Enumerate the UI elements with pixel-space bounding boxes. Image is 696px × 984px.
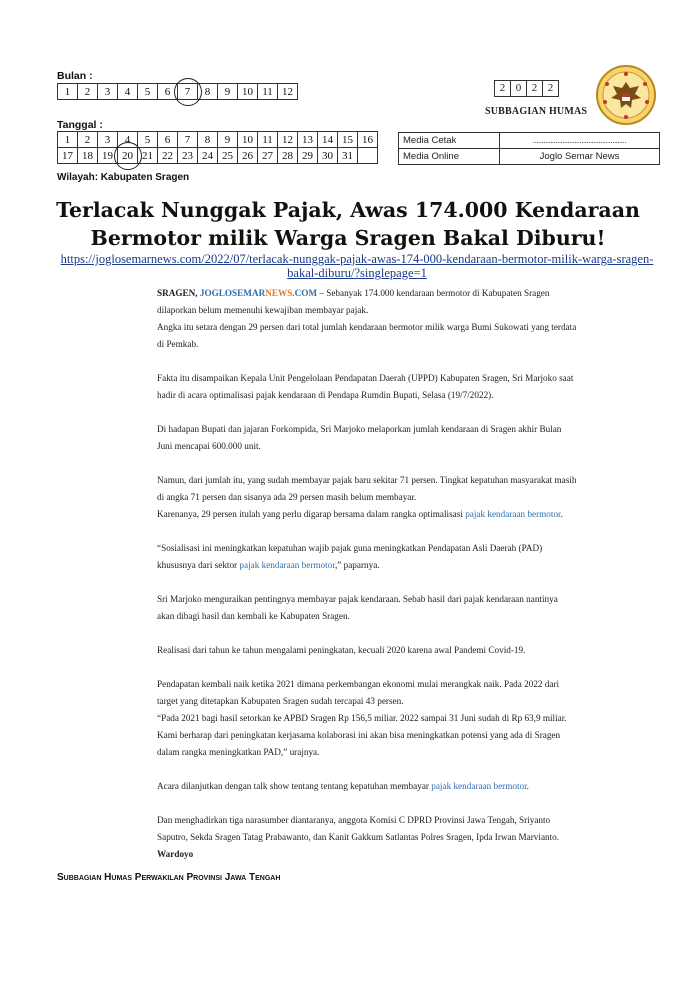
date-cell: 1 xyxy=(58,132,78,148)
date-cell: 4 xyxy=(118,132,138,148)
date-cell: 30 xyxy=(318,148,338,164)
pajak-kendaraan-link[interactable]: pajak kendaraan bermotor xyxy=(431,781,527,791)
month-cell: 10 xyxy=(238,84,258,100)
footer-label: Subbagian Humas Perwakilan Provinsi Jawa Tengah xyxy=(57,872,281,883)
paragraph-text: “Sosialisasi ini meningkatkan kepatuhan wajib pajak guna meningkatkan Pendapatan Asli Daerah (PAD) khususnya dari sektor xyxy=(157,543,543,570)
paragraph-text: Dan menghadirkan tiga narasumber diantaranya, anggota Komisi C DPRD Provinsi Jawa Tengah, Sriyanto Saputro, Sekda Sragen Tatag Prabawanto, dan Kanit Gakkum Satlantas Polres Sragen, Ipda Irwan Marvianto. xyxy=(157,815,560,842)
year-digit: 2 xyxy=(542,80,559,97)
year-digit: 2 xyxy=(494,80,511,97)
paragraph: Fakta itu disampaikan Kepala Unit Pengelolaan Pendapatan Daerah (UPPD) Kabupaten Sragen, Sri Marjoko saat hadir di acara optimalisasi pajak kendaraan di Pendapa Rumdin Bupati, Selasa (19/7/2022). xyxy=(157,373,574,400)
article-url-link[interactable] xyxy=(52,252,662,280)
date-cell: 29 xyxy=(298,148,318,164)
date-cell: 27 xyxy=(258,148,278,164)
paragraph-text: – Sebanyak 174.000 kendaraan bermotor di Kabupaten Sragen dilaporkan belum memenuhi kewajiban membayar pajak. xyxy=(157,288,550,315)
date-cell: 20 xyxy=(118,148,138,164)
media-online-label: Media Online xyxy=(399,149,500,165)
article-author: Wardoyo xyxy=(157,849,194,859)
date-cell: 8 xyxy=(198,132,218,148)
date-cell: 19 xyxy=(98,148,118,164)
bulan-label: Bulan : xyxy=(57,70,93,82)
selected-month-circle xyxy=(174,78,202,106)
pajak-kendaraan-link[interactable]: pajak kendaraan bermotor xyxy=(465,509,561,519)
pajak-kendaraan-link[interactable]: pajak kendaraan bermotor xyxy=(239,560,335,570)
article-title-line: Terlacak Nunggak Pajak, Awas 174.000 Kendaraan xyxy=(56,198,640,222)
date-cell: 17 xyxy=(58,148,78,164)
date-cell: 2 xyxy=(78,132,98,148)
media-cetak-label: Media Cetak xyxy=(399,133,500,149)
article-title xyxy=(48,196,648,252)
media-table xyxy=(398,132,660,165)
date-cell: 14 xyxy=(318,132,338,148)
paragraph: Namun, dari jumlah itu, yang sudah membayar pajak baru sekitar 71 persen. Tingkat kepatuhan masyarakat masih di angka 71 persen dan sisanya ada 29 persen masih belum membayar. xyxy=(157,475,577,502)
date-cell: 25 xyxy=(218,148,238,164)
date-cell: 12 xyxy=(278,132,298,148)
paragraph xyxy=(157,285,577,319)
month-cell: 8 xyxy=(198,84,218,100)
paragraph-text: ,” paparnya. xyxy=(334,560,380,570)
article-body xyxy=(157,285,577,863)
date-cell xyxy=(358,148,378,164)
month-cell: 3 xyxy=(98,84,118,100)
month-cell: 9 xyxy=(218,84,238,100)
month-cell: 5 xyxy=(138,84,158,100)
date-cell: 7 xyxy=(178,132,198,148)
dateline-city: SRAGEN, xyxy=(157,288,200,298)
date-cell: 13 xyxy=(298,132,318,148)
date-cell: 9 xyxy=(218,132,238,148)
date-cell: 21 xyxy=(138,148,158,164)
wilayah-label: Wilayah: Kabupaten Sragen xyxy=(57,172,190,183)
date-cell: 22 xyxy=(158,148,178,164)
date-cell: 24 xyxy=(198,148,218,164)
date-cell: 10 xyxy=(238,132,258,148)
month-cell: 4 xyxy=(118,84,138,100)
tanggal-label: Tanggal : xyxy=(57,119,103,131)
paragraph xyxy=(157,506,577,523)
month-cell: 12 xyxy=(278,84,298,100)
selected-date-circle xyxy=(114,142,142,170)
dateline-source: NEWS xyxy=(265,288,293,298)
year-digit: 0 xyxy=(510,80,527,97)
paragraph: Pendapatan kembali naik ketika 2021 dimana perkembangan ekonomi mulai merangkak naik. Pada 2022 dari target yang ditetapkan Kabupaten Sragen sudah tercapai 43 persen. xyxy=(157,679,560,706)
paragraph-text: . xyxy=(526,781,529,791)
article-title-line: Bermotor milik Warga Sragen Bakal Diburu! xyxy=(90,226,606,250)
month-cell: 2 xyxy=(78,84,98,100)
date-cell: 15 xyxy=(338,132,358,148)
date-cell: 11 xyxy=(258,132,278,148)
month-cell: 1 xyxy=(58,84,78,100)
month-cell: 11 xyxy=(258,84,278,100)
garuda-emblem-icon xyxy=(595,64,657,126)
article-url-line: bakal-diburu/?singlepage=1 xyxy=(287,266,427,280)
dateline-source: JOGLOSEMAR xyxy=(199,288,266,298)
date-cell: 5 xyxy=(138,132,158,148)
date-cell: 16 xyxy=(358,132,378,148)
paragraph xyxy=(157,778,577,795)
date-cell: 28 xyxy=(278,148,298,164)
dateline-source: .COM xyxy=(292,288,318,298)
paragraph: Angka itu setara dengan 29 persen dari total jumlah kendaraan bermotor milik warga Bumi Sukowati yang terdata di Pemkab. xyxy=(157,322,577,349)
month-cell: 7 xyxy=(178,84,198,100)
date-cell: 3 xyxy=(98,132,118,148)
paragraph: Sri Marjoko menguraikan pentingnya membayar pajak kendaraan. Sebab hasil dari pajak kendaraan nantinya akan dibagi hasil dan kembali ke Kabupaten Sragen. xyxy=(157,594,558,621)
paragraph-text: Acara dilanjutkan dengan talk show tentang tentang kepatuhan membayar xyxy=(157,781,432,791)
paragraph xyxy=(157,540,577,574)
paragraph: Di hadapan Bupati dan jajaran Forkompida, Sri Marjoko melaporkan jumlah kendaraan di Sragen akhir Bulan Juni mencapai 600.000 unit. xyxy=(157,424,562,451)
article-url-line: https://joglosemarnews.com/2022/07/terlacak-nunggak-pajak-awas-174-000-kendaraan-bermotor-milik-warga-sragen- xyxy=(60,252,654,266)
paragraph: “Pada 2021 bagi hasil setorkan ke APBD Sragen Rp 156,5 miliar. 2022 sampai 31 Juni sudah di Rp 63,9 miliar. Kami berharap dari peningkatan kerjasama kolaborasi ini akan bisa meningkatkan potensi yang ada di Sragen dalam rangka meningkatkan PAD,” urajnya. xyxy=(157,713,567,757)
paragraph-text: Karenanya, 29 persen itulah yang perlu digarap bersama dalam rangka optimalisasi xyxy=(157,509,466,519)
date-cell: 23 xyxy=(178,148,198,164)
year-box xyxy=(494,80,558,97)
date-cell: 18 xyxy=(78,148,98,164)
month-cell: 6 xyxy=(158,84,178,100)
date-cell: 6 xyxy=(158,132,178,148)
media-online-value: Joglo Semar News xyxy=(500,149,660,165)
subbagian-humas-label: SUBBAGIAN HUMAS xyxy=(485,106,588,117)
date-cell: 31 xyxy=(338,148,358,164)
media-cetak-value: ...................................................... xyxy=(500,133,660,149)
paragraph-text: . xyxy=(560,509,563,519)
paragraph xyxy=(157,812,577,863)
date-grid xyxy=(57,131,378,164)
year-digit: 2 xyxy=(526,80,543,97)
paragraph: Realisasi dari tahun ke tahun mengalami peningkatan, kecuali 2020 karena awal Pandemi Covid-19. xyxy=(157,645,526,655)
date-cell: 26 xyxy=(238,148,258,164)
